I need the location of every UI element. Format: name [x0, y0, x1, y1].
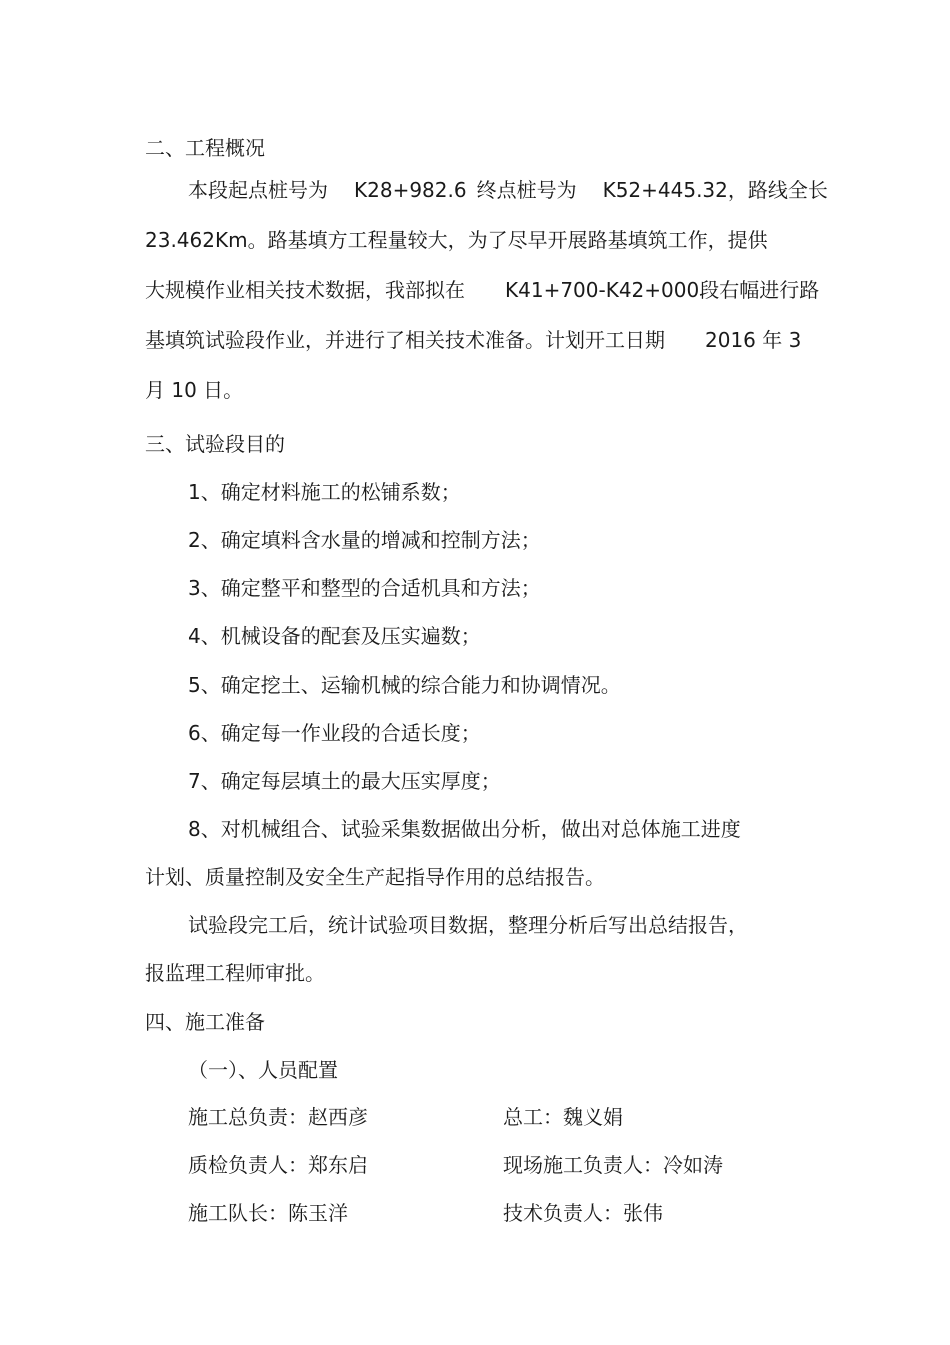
- overview-start-date: 2016 年 3: [705, 328, 802, 352]
- purpose-item-7: 7、确定每层填土的最大压实厚度；: [188, 769, 501, 793]
- overview-start-label: 本段起点桩号为: [188, 178, 328, 202]
- section-heading-test-purpose: 三、试验段目的: [145, 432, 285, 456]
- purpose-item-8-continuation: 计划、质量控制及安全生产起指导作用的总结报告。: [145, 865, 605, 889]
- section-heading-project-overview: 二、工程概况: [145, 136, 265, 160]
- purpose-item-6: 6、确定每一作业段的合适长度；: [188, 721, 481, 745]
- overview-paragraph-line-1: [188, 176, 828, 204]
- section-heading-construction-preparation: 四、施工准备: [145, 1010, 265, 1034]
- staff-row-1-left: 施工总负责：赵西彦: [188, 1105, 368, 1129]
- overview-start-station: K28+982.6: [354, 178, 467, 202]
- purpose-item-4: 4、机械设备的配套及压实遍数；: [188, 624, 481, 648]
- overview-end-label: 终点桩号为: [476, 178, 577, 202]
- purpose-item-2: 2、确定填料含水量的增减和控制方法；: [188, 528, 541, 552]
- summary-paragraph-line-2: 报监理工程师审批。: [145, 961, 325, 985]
- overview-preparation-text: 基填筑试验段作业，并进行了相关技术准备。计划开工日期: [145, 328, 665, 352]
- staff-row-1-right: 总工：魏义娟: [503, 1105, 623, 1129]
- overview-paragraph-line-2: 23.462Km。路基填方工程量较大，为了尽早开展路基填筑工作，提供: [145, 228, 768, 252]
- staff-row-2-right: 现场施工负责人：冷如涛: [503, 1153, 723, 1177]
- overview-plan-text: 大规模作业相关技术数据，我部拟在: [145, 278, 465, 302]
- purpose-item-8: 8、对机械组合、试验采集数据做出分析，做出对总体施工进度: [188, 817, 741, 841]
- purpose-item-3: 3、确定整平和整型的合适机具和方法；: [188, 576, 541, 600]
- staff-row-3-left: 施工队长：陈玉洋: [188, 1201, 348, 1225]
- overview-paragraph-line-5: 月 10 日。: [145, 378, 244, 402]
- purpose-item-1: 1、确定材料施工的松铺系数；: [188, 480, 461, 504]
- purpose-item-5: 5、确定挖土、运输机械的综合能力和协调情况。: [188, 673, 621, 697]
- subheading-staffing: （一）、人员配置: [188, 1058, 338, 1082]
- summary-paragraph-line-1: 试验段完工后，统计试验项目数据，整理分析后写出总结报告，: [188, 913, 748, 937]
- overview-test-section-range: K41+700-K42+000段右幅进行路: [505, 278, 820, 302]
- staff-row-2-left: 质检负责人：郑东启: [188, 1153, 368, 1177]
- overview-paragraph-line-4: [145, 326, 801, 354]
- overview-paragraph-line-3: [145, 276, 819, 304]
- overview-end-station: K52+445.32，路线全长: [602, 178, 828, 202]
- staff-row-3-right: 技术负责人：张伟: [503, 1201, 663, 1225]
